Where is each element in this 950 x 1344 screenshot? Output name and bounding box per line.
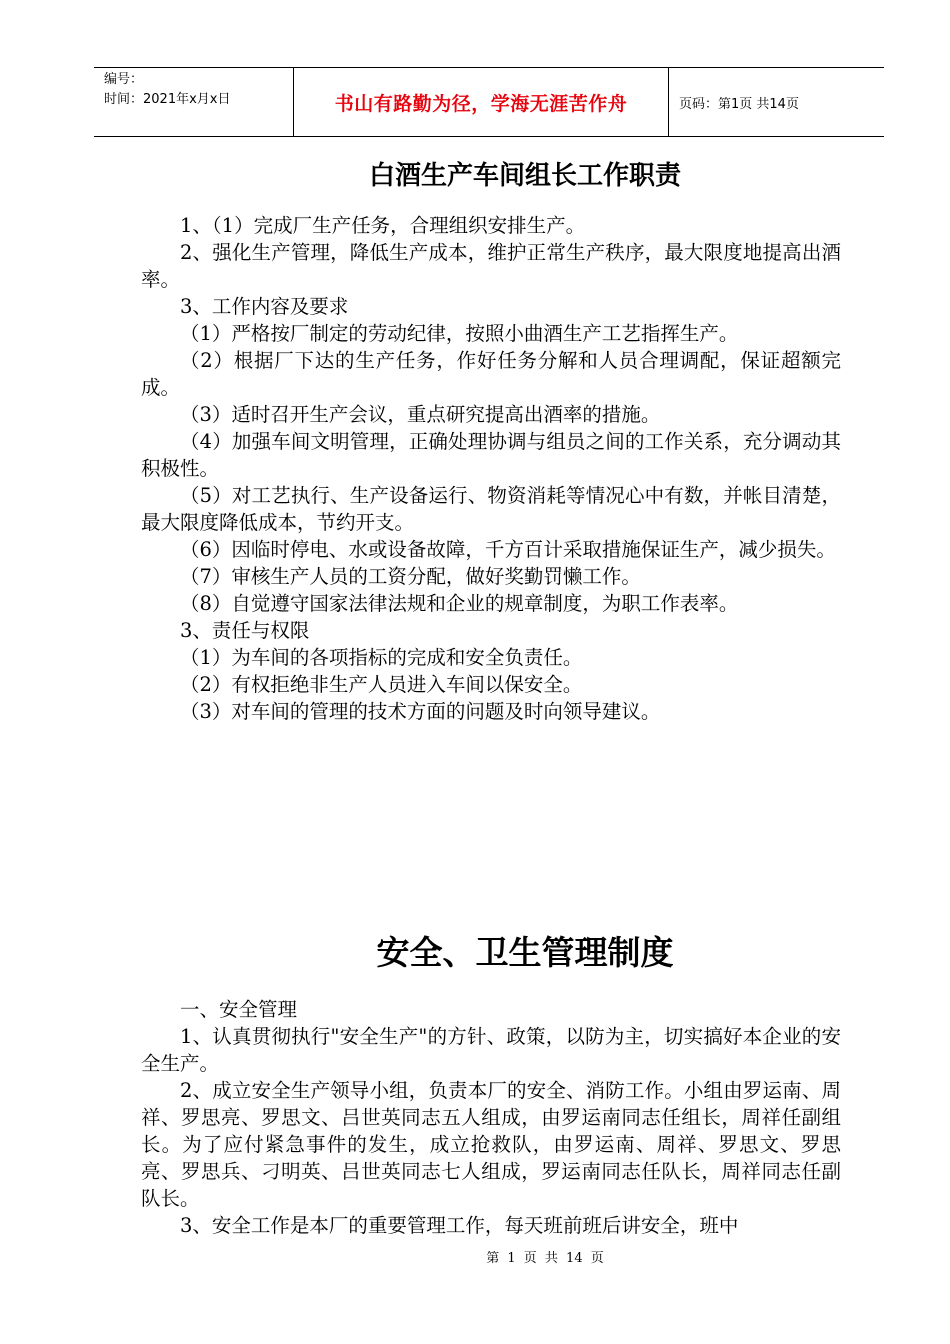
- paragraph: （1）严格按厂制定的劳动纪律，按照小曲酒生产工艺指挥生产。: [180, 322, 739, 345]
- paragraph: 1、（1）完成厂生产任务，合理组织安排生产。: [180, 214, 586, 237]
- section1-body: [141, 212, 841, 725]
- paragraph: 3、安全工作是本厂的重要管理工作，每天班前班后讲安全，班中: [180, 1214, 739, 1237]
- section2-title: 安全、卫生管理制度: [376, 933, 674, 972]
- paragraph: 一、安全管理: [180, 998, 298, 1021]
- paragraph: （4）加强车间文明管理，正确处理协调与组员之间的工作关系，充分调动其积极性。: [141, 430, 841, 480]
- paragraph: 2、成立安全生产领导小组，负责本厂的安全、消防工作。小组由罗运南、周祥、罗思亮、罗思文、吕世英同志五人组成，由罗运南同志任组长，周祥任副组长。为了应付紧急事件的发生，成立抢救队，由罗运南、周祥、罗思文、罗思亮、罗思兵、刁明英、吕世英同志七人组成，罗运南同志任队长，周祥同志任副队长。: [141, 1079, 841, 1210]
- paragraph: （6）因临时停电、水或设备故障，千方百计采取措施保证生产，减少损失。: [180, 538, 836, 561]
- section2-body: [141, 996, 841, 1239]
- paragraph: （1）为车间的各项指标的完成和安全负责任。: [180, 646, 583, 669]
- paragraph: （8）自觉遵守国家法律法规和企业的规章制度，为职工作表率。: [180, 592, 739, 615]
- document-number-label: 编号：: [104, 72, 144, 87]
- header-page-number: 页码：第1页 共14页: [679, 96, 799, 112]
- header-page-cell: [669, 68, 884, 136]
- page-footer: 第 1 页 共 14 页: [486, 1251, 604, 1266]
- header-meta-cell: [94, 68, 294, 136]
- paragraph: （7）审核生产人员的工资分配，做好奖勤罚懒工作。: [180, 565, 641, 588]
- header-motto-cell: [294, 68, 669, 136]
- paragraph: 3、责任与权限: [180, 619, 310, 642]
- header-motto: 书山有路勤为径，学海无涯苦作舟: [334, 92, 628, 115]
- paragraph: 2、强化生产管理，降低生产成本，维护正常生产秩序，最大限度地提高出酒率。: [141, 241, 841, 291]
- paragraph: （2）根据厂下达的生产任务，作好任务分解和人员合理调配，保证超额完成。: [141, 349, 841, 399]
- paragraph: 1、认真贯彻执行"安全生产"的方针、政策，以防为主，切实搞好本企业的安全生产。: [141, 1025, 841, 1075]
- page-header: [94, 67, 884, 137]
- document-time-label: 时间：2021年x月x日: [104, 92, 231, 107]
- paragraph: （3）适时召开生产会议，重点研究提高出酒率的措施。: [180, 403, 661, 426]
- paragraph: （2）有权拒绝非生产人员进入车间以保安全。: [180, 673, 583, 696]
- section1-title: 白酒生产车间组长工作职责: [368, 161, 681, 191]
- paragraph: 3、工作内容及要求: [180, 295, 349, 318]
- paragraph: （3）对车间的管理的技术方面的问题及时向领导建议。: [180, 700, 661, 723]
- paragraph: （5）对工艺执行、生产设备运行、物资消耗等情况心中有数，并帐目清楚，最大限度降低成本，节约开支。: [141, 484, 841, 534]
